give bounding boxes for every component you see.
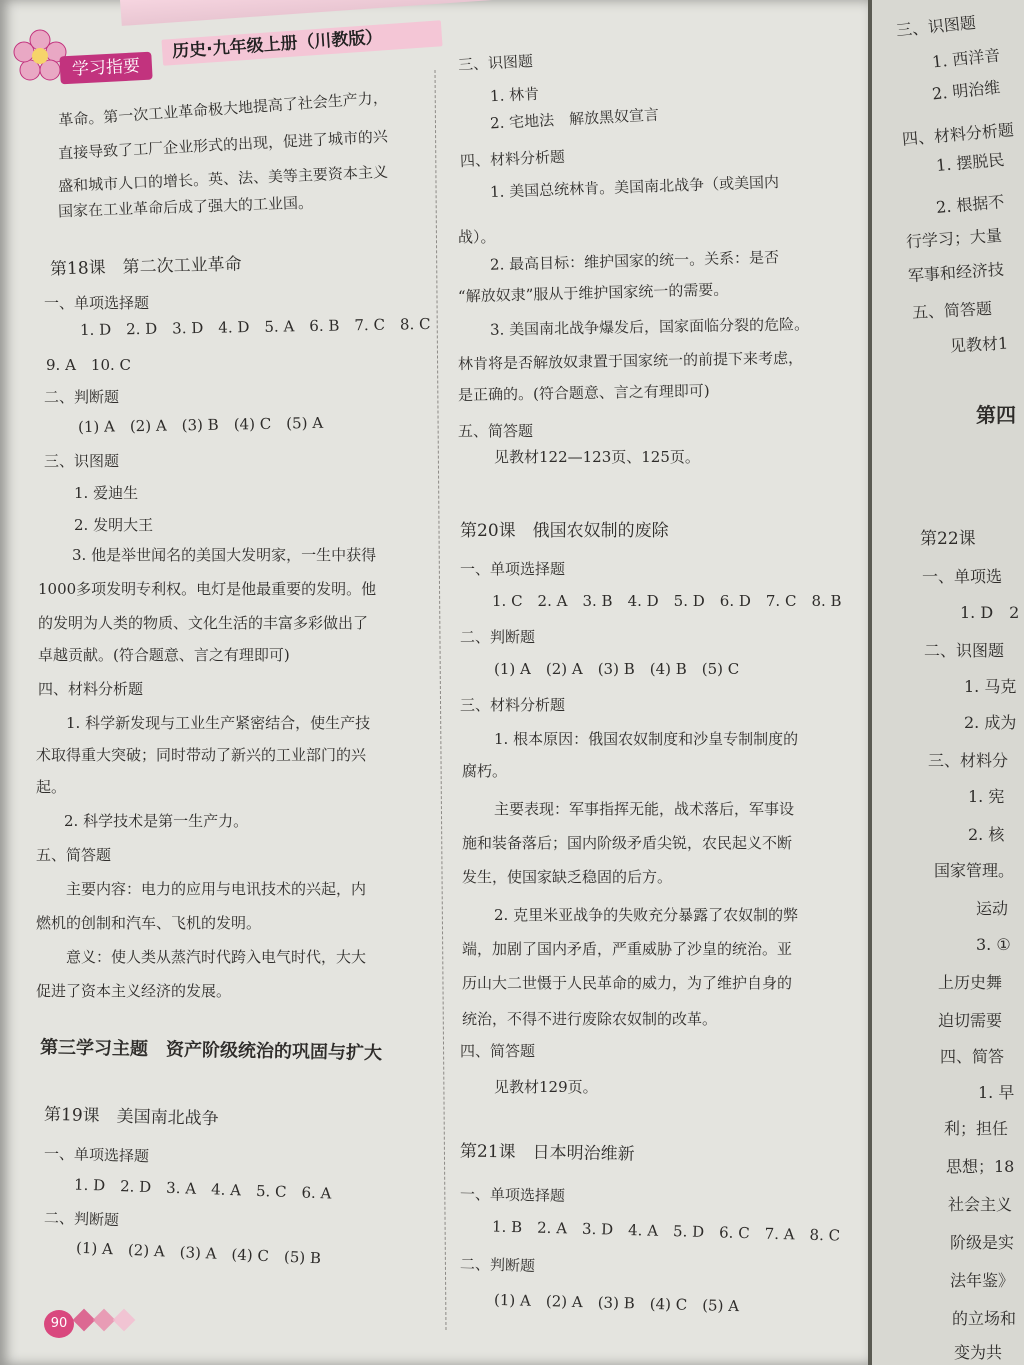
text-line: 3. 美国南北战争爆发后，国家面临分裂的危险。 (489, 315, 810, 339)
text-line: 1000多项发明专利权。电灯是他最重要的发明。他 (38, 580, 377, 598)
text-line: 思想；18 (946, 1157, 1015, 1176)
section-heading: 二、判断题 (460, 628, 536, 646)
answer-line: 2. 根据不 (935, 192, 1006, 217)
section-heading: 三、材料分析题 (460, 696, 566, 714)
answer-line: 1. D 2 (960, 603, 1020, 622)
text-line: 主要内容：电力的应用与电讯技术的兴起，内 (66, 880, 367, 898)
text-line: 发生，使国家缺乏稳固的后方。 (462, 868, 673, 886)
text-line: 阶级是实 (950, 1233, 1015, 1252)
answer-line: 1. B 2. A 3. D 4. A 5. D 6. C 7. A 8. C (491, 1217, 841, 1245)
text-line: 1. 早 (978, 1083, 1015, 1102)
section-heading: 一、单项选择题 (44, 294, 150, 312)
text-line: 革命。第一次工业革命极大地提高了社会生产力， (57, 88, 389, 130)
section-heading: 三、识图题 (895, 12, 977, 41)
section-heading: 二、判断题 (459, 1255, 536, 1275)
answer-line: 2. 宅地法 解放黑奴宣言 (489, 105, 660, 133)
text-line: 3. 他是举世闻名的美国大发明家，一生中获得 (72, 546, 377, 564)
text-line: “解放奴隶”服从于维护国家统一的需要。 (457, 280, 729, 306)
header-label: 学习指要 (59, 52, 152, 85)
lesson-title: 第21课 日本明治维新 (459, 1141, 635, 1165)
text-line: 是正确的。(符合题意、言之有理即可) (457, 381, 710, 405)
answer-line: 1. 摆脱民 (935, 150, 1006, 175)
text-line: 国家管理。 (934, 861, 1015, 880)
text-line: 法年鉴》 (950, 1271, 1015, 1290)
decorative-diamonds (76, 1312, 136, 1332)
text-line: 1. 宪 (968, 787, 1005, 806)
header-strip (120, 0, 860, 26)
text-line: 腐朽。 (462, 762, 508, 780)
text-line: 1. 根本原因：俄国农奴制度和沙皇专制制度的 (494, 730, 799, 748)
book-title: 历史·九年级上册（川教版） (161, 20, 442, 65)
text-line: 上历史舞 (938, 973, 1003, 992)
lesson-title: 第18课 第二次工业革命 (49, 254, 242, 280)
section-heading: 二、判断题 (44, 388, 120, 406)
answer-line: 1. 西洋音 (931, 45, 1002, 72)
answer-line: 1. 林肯 (489, 84, 540, 106)
page-number: 90 (44, 1310, 74, 1338)
text-line: 1. 美国总统林肯。美国南北战争（或美国内 (489, 172, 780, 202)
section-heading: 三、识图题 (44, 452, 120, 470)
section-heading: 四、简答题 (460, 1042, 536, 1060)
text-line: 2. 科学技术是第一生产力。 (64, 812, 249, 830)
text-line: 端，加剧了国内矛盾，严重威胁了沙皇的统治。亚 (462, 940, 793, 958)
text-line: 利；担任 (944, 1119, 1009, 1138)
text-line: 统治，不得不进行废除农奴制的改革。 (462, 1010, 718, 1028)
section-heading: 五、简答题 (458, 422, 534, 440)
section-heading: 一、单项选择题 (460, 560, 566, 578)
section-heading: 四、简答 (940, 1047, 1005, 1066)
text-line: 的发明为人类的物质、文化生活的丰富多彩做出了 (38, 614, 369, 632)
theme-title: 第三学习主题 资产阶级统治的巩固与扩大 (39, 1037, 383, 1064)
text-line: 变为共 (954, 1343, 1003, 1362)
text-line: 2. 克里米亚战争的失败充分暴露了农奴制的弊 (494, 906, 799, 924)
answer-line: 1. D 2. D 3. A 4. A 5. C 6. A (73, 1175, 332, 1203)
answer-line: 2. 明治维 (931, 77, 1002, 104)
text-line: 主要表现：军事指挥无能，战术落后，军事设 (494, 800, 795, 818)
answer-line: (1) A (2) A (3) B (4) C (5) A (493, 1290, 740, 1316)
section-heading: 五、简答题 (911, 298, 993, 323)
text-line: 社会主义 (948, 1195, 1013, 1214)
text-line: 术取得重大突破；同时带动了新兴的工业部门的兴 (36, 746, 367, 764)
section-heading: 四、材料分析题 (459, 147, 566, 171)
text-line: 林肯将是否解放奴隶置于国家统一的前提下来考虑， (457, 348, 804, 374)
book-page-right (872, 0, 1024, 1365)
section-heading: 四、材料分析题 (38, 680, 144, 698)
section-heading: 一、单项选择题 (459, 1185, 566, 1205)
lesson-title: 第22课 (920, 529, 976, 549)
text-line: 战）。 (458, 228, 496, 246)
text-line: 施和装备落后；国内阶级矛盾尖锐，农民起义不断 (462, 834, 793, 852)
text-line: 行学习；大量 (905, 225, 1003, 252)
text-line: 卓越贡献。(符合题意、言之有理即可) (38, 646, 290, 664)
section-heading: 二、判断题 (43, 1208, 120, 1230)
answer-line: 2. 发明大王 (74, 516, 154, 534)
text-line: 直接导致了工厂企业形式的出现，促进了城市的兴 (57, 127, 389, 163)
answer-line: 1. C 2. A 3. B 4. D 5. D 6. D 7. C 8. B (492, 592, 842, 610)
text-line: 见教材122—123页、125页。 (494, 448, 700, 466)
text-line: 2. 核 (968, 825, 1005, 844)
section-heading: 一、单项选择题 (43, 1144, 150, 1166)
lesson-title: 第20课 俄国农奴制的废除 (460, 521, 669, 541)
unit-title: 第四 (976, 403, 1016, 427)
text-line: 军事和经济技 (907, 259, 1005, 286)
section-heading: 三、材料分 (928, 751, 1009, 770)
answer-line: 9. A 10. C (46, 356, 132, 374)
text-line: 见教材129页。 (494, 1078, 598, 1096)
text-line: 见教材1 (949, 333, 1009, 356)
answer-line: (1) A (2) A (3) B (4) B (5) C (494, 660, 740, 678)
section-heading: 二、识图题 (924, 641, 1005, 660)
text-line: 意义：使人类从蒸汽时代跨入电气时代，大大 (66, 948, 367, 966)
answer-line: 1. D 2. D 3. D 4. D 5. A 6. B 7. C 8. C (79, 314, 431, 340)
answer-line: 1. 马克 (964, 677, 1017, 696)
answer-line: 2. 成为 (964, 713, 1017, 732)
text-line: 运动 (976, 899, 1009, 918)
text-line: 3. ① (976, 935, 1011, 954)
column-divider (435, 70, 448, 1330)
section-heading: 一、单项选 (922, 567, 1003, 586)
text-line: 促进了资本主义经济的发展。 (36, 982, 232, 1000)
text-line: 的立场和 (952, 1309, 1017, 1328)
text-line: 盛和城市人口的增长。英、法、美等主要资本主义 (57, 162, 389, 196)
text-line: 起。 (36, 778, 67, 796)
section-heading: 三、识图题 (457, 52, 534, 74)
text-line: 国家在工业革命后成了强大的工业国。 (57, 193, 314, 221)
answer-line: (1) A (2) A (3) A (4) C (5) B (75, 1238, 322, 1268)
answer-line: (1) A (2) A (3) B (4) C (5) A (77, 413, 324, 437)
answer-line: 1. 爱迪生 (74, 484, 139, 502)
section-heading: 四、材料分析题 (901, 120, 1015, 149)
text-line: 历山大二世慑于人民革命的威力，为了维护自身的 (462, 974, 793, 992)
section-heading: 五、简答题 (36, 846, 112, 864)
text-line: 燃机的创制和汽车、飞机的发明。 (36, 914, 262, 932)
text-line: 1. 科学新发现与工业生产紧密结合，使生产技 (66, 714, 371, 732)
lesson-title: 第19课 美国南北战争 (43, 1104, 219, 1130)
text-line: 迫切需要 (938, 1011, 1003, 1030)
text-line: 2. 最高目标：维护国家的统一。关系：是否 (489, 248, 780, 274)
